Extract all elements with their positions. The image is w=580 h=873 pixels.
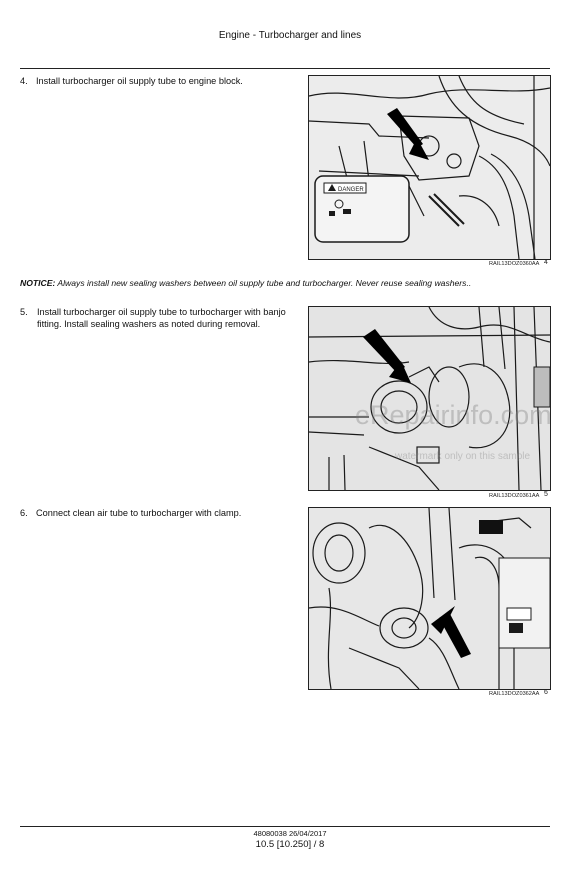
footer-doc-id: 48080038 26/04/2017 [253,829,327,838]
step-number: 6. [20,508,28,518]
watermark-sub: watermark only on this sample [395,451,531,462]
step-text: Install turbocharger oil supply tube to engine block. [36,76,243,86]
step-number: 4. [20,76,28,86]
page-title: Engine - Turbocharger and lines [218,30,362,41]
figure-number: 4 [544,259,548,266]
step-5 [20,306,290,330]
step-number: 5. [20,307,28,317]
watermark-main: eRepairinfo.com [355,400,552,430]
figure-code: RAIL13DOZ0360AA [489,261,540,267]
footer-rule [20,826,550,827]
clean-air-tube-illustration [309,508,550,689]
figure-code: RAIL13DOZ0361AA [489,493,540,499]
figure-6-photo [308,507,551,690]
step-6 [20,507,290,519]
turbocharger-banjo-illustration [309,307,550,490]
step-text: Install turbocharger oil supply tube to turbocharger with banjo fitting. Install sealing washers as noted during removal. [37,307,286,329]
figure-code: RAIL13DOZ0362AA [489,691,540,697]
notice [20,278,550,289]
step-4 [20,75,290,87]
header-rule [20,68,550,69]
figure-number: 6 [544,689,548,696]
figure-4-photo [308,75,551,260]
notice-label: NOTICE: [20,278,56,288]
figure-5-photo [308,306,551,491]
figure-number: 5 [544,491,548,498]
footer-page-number: 10.5 [10.250] / 8 [255,839,325,850]
step-text: Connect clean air tube to turbocharger with clamp. [36,508,242,518]
notice-text: Always install new sealing washers between oil supply tube and turbocharger. Never reuse sealing washers.. [55,278,472,288]
danger-label-text: DANGER [338,187,364,193]
engine-block-illustration [309,76,550,259]
